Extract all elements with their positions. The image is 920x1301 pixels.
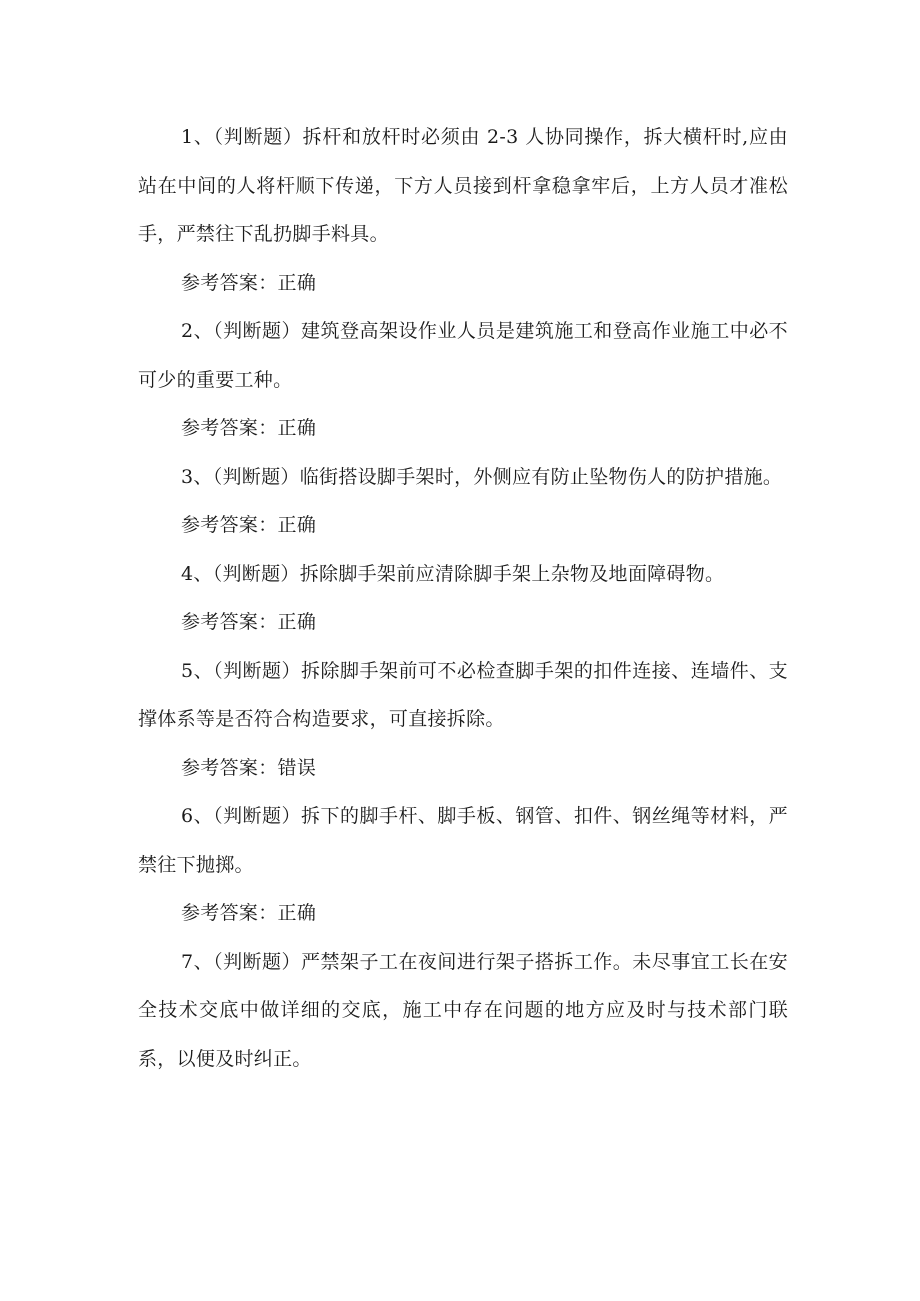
- question-type: （判断题）: [213, 126, 303, 148]
- answer-3: [138, 501, 788, 550]
- answer-label: 参考答案：: [181, 271, 278, 294]
- question-separator: 、: [193, 950, 214, 973]
- question-list: [138, 113, 788, 1083]
- answer-2: [138, 404, 788, 453]
- answer-value: 正确: [277, 514, 317, 536]
- question-text: 拆除脚手架前应清除脚手架上杂物及地面障碍物。: [299, 562, 725, 585]
- question-separator: 、: [193, 805, 214, 827]
- question-1: [138, 113, 788, 259]
- answer-5: [138, 744, 788, 793]
- question-separator: 、: [193, 320, 214, 342]
- question-separator: 、: [193, 659, 214, 682]
- question-separator: 、: [193, 562, 213, 585]
- question-6: [138, 792, 788, 889]
- question-text: 严禁架子工在夜间进行架子搭拆工作。未尽事宜工长在安全技术交底中做详细的交底，施工中存在问题的地方应及时与技术部门联系，以便及时纠正。: [138, 950, 788, 1070]
- question-type: （判断题）: [213, 950, 302, 973]
- answer-6: [138, 889, 788, 938]
- question-text: 拆杆和放杆时必须由 2-3 人协同操作，拆大横杆时,应由站在中间的人将杆顺下传递，下方人员接到杆拿稳拿牢后，上方人员才准松手，严禁往下乱扔脚手料具。: [138, 126, 788, 245]
- question-number: 7: [181, 950, 194, 973]
- answer-4: [138, 598, 788, 647]
- question-number: 6: [181, 805, 194, 827]
- question-text: 拆除脚手架前可不必检查脚手架的扣件连接、连墙件、支撑体系等是否符合构造要求，可直接拆除。: [138, 659, 788, 730]
- answer-value: 正确: [277, 611, 317, 633]
- answer-value: 正确: [277, 417, 317, 439]
- answer-label: 参考答案：: [181, 611, 278, 633]
- question-number: 2: [181, 320, 194, 342]
- answer-1: [138, 259, 788, 308]
- answer-value: 正确: [277, 271, 317, 294]
- answer-label: 参考答案：: [181, 902, 278, 924]
- question-5: [138, 647, 788, 744]
- question-separator: 、: [193, 126, 214, 148]
- answer-label: 参考答案：: [181, 514, 278, 536]
- answer-label: 参考答案：: [181, 417, 278, 439]
- question-type: （判断题）: [213, 320, 302, 342]
- question-separator: 、: [193, 465, 213, 488]
- answer-label: 参考答案：: [181, 756, 278, 779]
- question-7: [138, 938, 788, 1084]
- question-number: 3: [181, 465, 194, 488]
- question-type: （判断题）: [213, 805, 302, 827]
- question-type: （判断题）: [212, 562, 300, 585]
- question-number: 1: [181, 126, 194, 148]
- question-text: 拆下的脚手杆、脚手板、钢管、扣件、钢丝绳等材料，严禁往下抛掷。: [138, 805, 788, 876]
- answer-value: 正确: [277, 902, 317, 924]
- question-text: 建筑登高架设作业人员是建筑施工和登高作业施工中必不可少的重要工种。: [138, 320, 788, 391]
- question-2: [138, 307, 788, 404]
- question-number: 5: [181, 659, 194, 682]
- question-3: [138, 453, 788, 502]
- question-type: （判断题）: [212, 465, 300, 488]
- question-text: 临街搭设脚手架时，外侧应有防止坠物伤人的防护措施。: [299, 465, 783, 488]
- question-4: [138, 550, 788, 599]
- answer-value: 错误: [277, 756, 317, 779]
- question-number: 4: [181, 562, 194, 585]
- question-type: （判断题）: [213, 659, 302, 682]
